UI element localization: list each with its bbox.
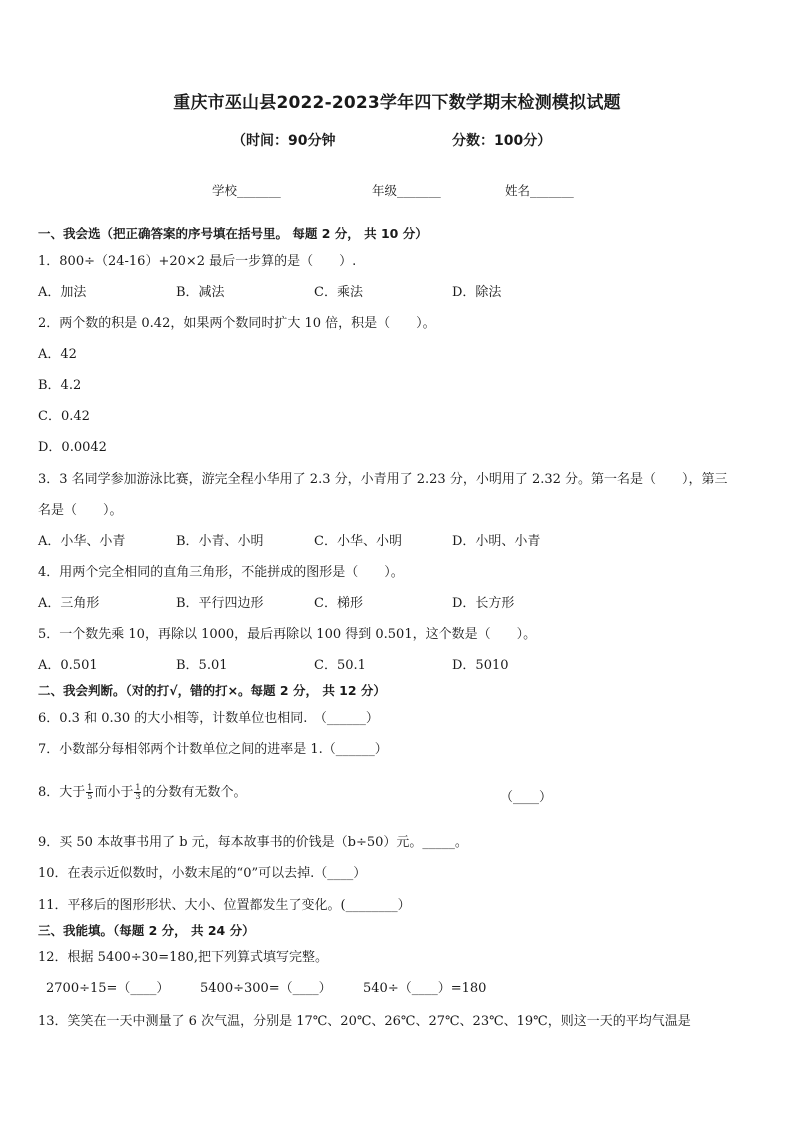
q5-option-d: D．5010 [452,658,509,673]
q8-fraction-2: $\frac{1}{3}$ [135,783,141,801]
q2-option-a: A．42 [38,347,77,362]
q4-option-c: C．梯形 [314,596,363,611]
question-2: 2．两个数的积是 0.42，如果两个数同时扩大 10 倍，积是（ ）。 [38,316,436,331]
name-field: 姓名_______ [505,183,574,198]
q12-item-2: 5400÷300=（____） [200,981,332,996]
q2-option-c: C．0.42 [38,409,90,424]
q12-item-1: 2700÷15=（____） [46,981,170,996]
question-8 [38,781,247,801]
q8-text-post: 的分数有无数个。 [142,785,247,800]
section-heading-3: 三、我能填。（每题 2 分， 共 24 分） [38,923,255,938]
q1-option-a: A．加法 [38,285,87,300]
q5-option-b: B．5.01 [176,658,228,673]
q4-option-b: B．平行四边形 [176,596,264,611]
question-10: 10．在表示近似数时，小数末尾的“0”可以去掉.（____） [38,866,367,881]
q3-option-c: C．小华、小明 [314,534,402,549]
q3-option-a: A．小华、小青 [38,534,126,549]
exam-time: （时间：90分钟 [232,133,336,149]
q1-option-c: C．乘法 [314,285,363,300]
school-field: 学校_______ [212,183,281,198]
q5-option-a: A．0.501 [38,658,98,673]
question-1: 1．800÷（24-16）+20×2 最后一步算的是（ ）. [38,254,357,269]
question-9: 9．买 50 本故事书用了 b 元，每本故事书的价钱是（b÷50）元。_____。 [38,835,468,850]
q8-text-mid: 而小于 [94,785,134,800]
q8-fraction-1: $\frac{1}{5}$ [87,783,93,801]
section-heading-2: 二、我会判断。（对的打√，错的打×。每题 2 分， 共 12 分） [38,683,386,698]
exam-title: 重庆市巫山县2022-2023学年四下数学期末检测模拟试题 [173,93,621,113]
q2-option-d: D．0.0042 [38,440,107,455]
q4-option-d: D．长方形 [452,596,515,611]
exam-score: 分数：100分） [452,133,552,149]
question-4: 4．用两个完全相同的直角三角形，不能拼成的图形是（ ）。 [38,565,404,580]
grade-field: 年级_______ [372,183,441,198]
q8-answer-blank: （____） [500,790,553,805]
section-heading-1: 一、我会选（把正确答案的序号填在括号里。 每题 2 分， 共 10 分） [38,226,428,241]
question-12: 12．根据 5400÷30=180,把下列算式填写完整。 [38,950,329,965]
q5-option-c: C．50.1 [314,658,366,673]
question-7: 7．小数部分每相邻两个计数单位之间的进率是 1.（______） [38,742,388,757]
q3-option-d: D．小明、小青 [452,534,541,549]
question-6: 6．0.3 和 0.30 的大小相等，计数单位也相同. （______） [38,711,379,726]
question-11: 11．平移后的图形形状、大小、位置都发生了变化。(________） [38,898,411,913]
q3-option-b: B．小青、小明 [176,534,264,549]
q12-item-3: 540÷（____）=180 [363,981,487,996]
q1-option-b: B．减法 [176,285,225,300]
q8-text-pre: 8．大于 [38,785,86,800]
question-5: 5．一个数先乘 10，再除以 1000，最后再除以 100 得到 0.501，这个数是（ ）。 [38,627,537,642]
question-3: 3．3 名同学参加游泳比赛，游完全程小华用了 2.3 分，小青用了 2.23 分，小明用了 2.32 分。第一名是（ ），第三 [38,472,728,487]
q2-option-b: B．4.2 [38,378,82,393]
question-13: 13．笑笑在一天中测量了 6 次气温，分别是 17℃、20℃、26℃、27℃、23℃、19℃，则这一天的平均气温是 [38,1014,691,1029]
q1-option-d: D．除法 [452,285,502,300]
q4-option-a: A．三角形 [38,596,100,611]
question-3-continued: 名是（ ）。 [38,503,123,518]
